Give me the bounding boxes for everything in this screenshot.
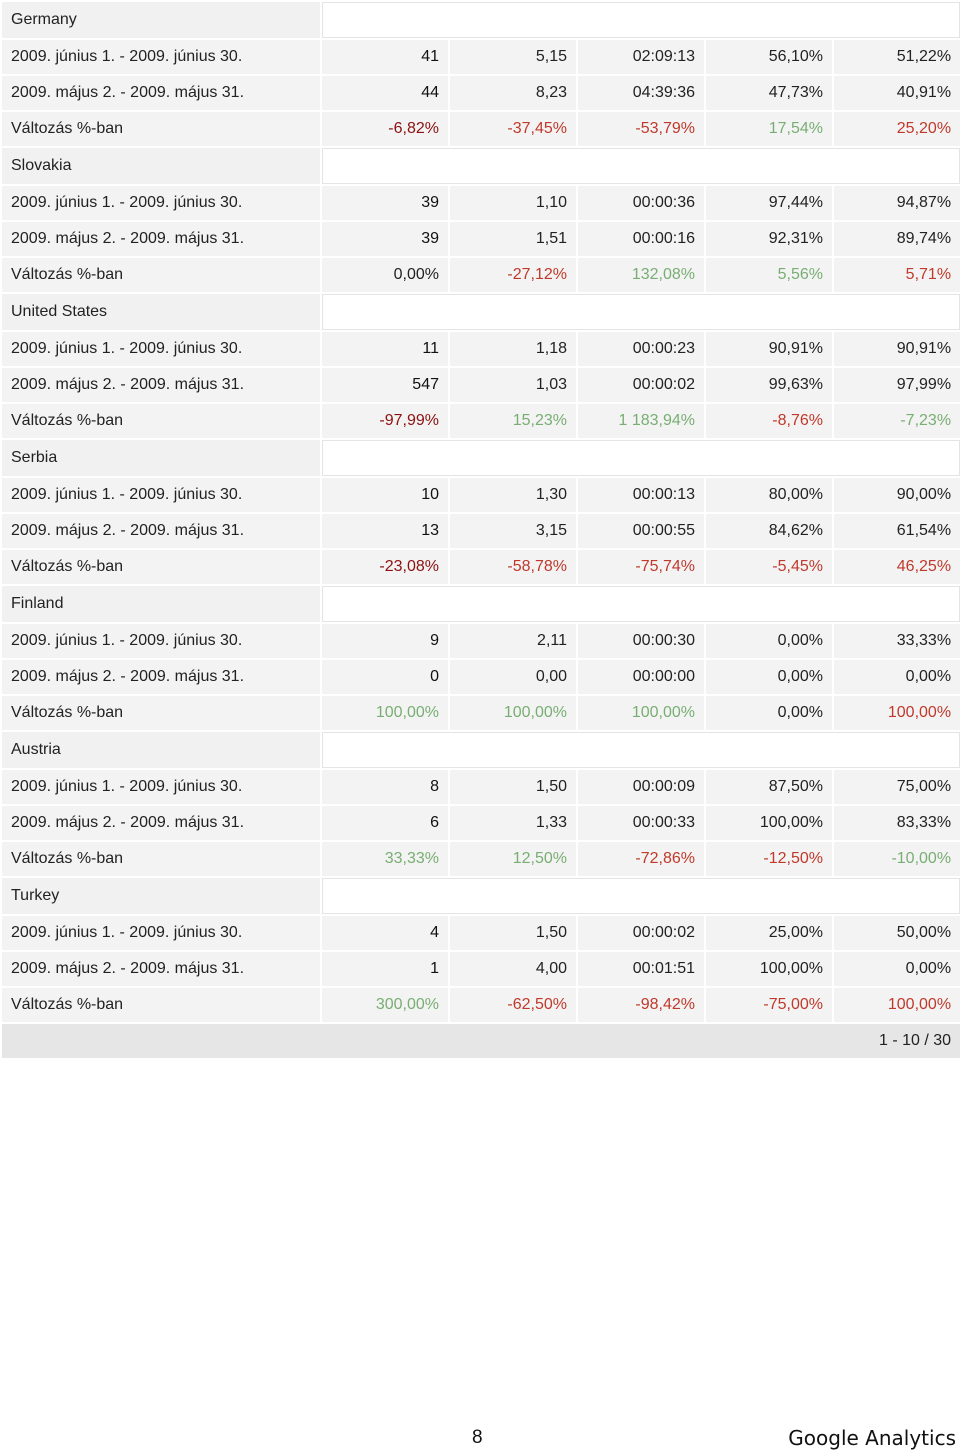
period-label: 2009. június 1. - 2009. június 30. (2, 770, 320, 804)
metric-cell: 92,31% (706, 222, 832, 256)
metric-cell: 75,00% (834, 770, 960, 804)
change-label: Változás %-ban (2, 842, 320, 876)
period-row (2, 186, 960, 220)
metric-cell: 1,30 (450, 478, 576, 512)
period-label: 2009. június 1. - 2009. június 30. (2, 40, 320, 74)
metric-cell: 39 (322, 222, 448, 256)
metric-cell: 00:00:30 (578, 624, 704, 658)
period-row (2, 624, 960, 658)
metric-cell: 84,62% (706, 514, 832, 548)
period-label: 2009. május 2. - 2009. május 31. (2, 222, 320, 256)
period-row (2, 332, 960, 366)
metric-cell: 13 (322, 514, 448, 548)
metric-cell: 00:00:09 (578, 770, 704, 804)
metric-cell: 1,33 (450, 806, 576, 840)
country-header-row (2, 878, 960, 914)
country-header-spacer (322, 440, 960, 476)
change-cell: -10,00% (834, 842, 960, 876)
metric-cell: 50,00% (834, 916, 960, 950)
metric-cell: 0,00% (706, 624, 832, 658)
metric-cell: 83,33% (834, 806, 960, 840)
metric-cell: 00:00:33 (578, 806, 704, 840)
country-header-row (2, 732, 960, 768)
country-name: Finland (2, 586, 320, 622)
change-row (2, 550, 960, 584)
metric-cell: 56,10% (706, 40, 832, 74)
change-cell: -58,78% (450, 550, 576, 584)
metric-cell: 00:00:23 (578, 332, 704, 366)
change-cell: 300,00% (322, 988, 448, 1022)
period-row (2, 514, 960, 548)
metric-cell: 00:00:02 (578, 368, 704, 402)
metric-cell: 0,00% (834, 660, 960, 694)
country-name: Serbia (2, 440, 320, 476)
change-cell: -7,23% (834, 404, 960, 438)
metric-cell: 10 (322, 478, 448, 512)
change-cell: 100,00% (322, 696, 448, 730)
metric-cell: 00:01:51 (578, 952, 704, 986)
metric-cell: 1,03 (450, 368, 576, 402)
metric-cell: 90,91% (706, 332, 832, 366)
metric-cell: 90,91% (834, 332, 960, 366)
period-label: 2009. május 2. - 2009. május 31. (2, 76, 320, 110)
metric-cell: 6 (322, 806, 448, 840)
period-label: 2009. május 2. - 2009. május 31. (2, 806, 320, 840)
pagination-label: 1 - 10 / 30 (2, 1024, 960, 1058)
metric-cell: 1 (322, 952, 448, 986)
period-label: 2009. május 2. - 2009. május 31. (2, 660, 320, 694)
change-cell: 0,00% (706, 696, 832, 730)
metric-cell: 89,74% (834, 222, 960, 256)
country-name: Germany (2, 2, 320, 38)
country-header-row (2, 148, 960, 184)
change-cell: -8,76% (706, 404, 832, 438)
change-cell: -37,45% (450, 112, 576, 146)
period-row (2, 478, 960, 512)
period-row (2, 40, 960, 74)
metric-cell: 00:00:16 (578, 222, 704, 256)
period-row (2, 916, 960, 950)
change-row (2, 112, 960, 146)
metric-cell: 61,54% (834, 514, 960, 548)
change-cell: 0,00% (322, 258, 448, 292)
period-row (2, 660, 960, 694)
metric-cell: 100,00% (706, 952, 832, 986)
country-header-spacer (322, 2, 960, 38)
metric-cell: 97,99% (834, 368, 960, 402)
metric-cell: 00:00:00 (578, 660, 704, 694)
change-cell: 5,56% (706, 258, 832, 292)
country-header-spacer (322, 732, 960, 768)
metric-cell: 00:00:13 (578, 478, 704, 512)
metric-cell: 0,00 (450, 660, 576, 694)
change-cell: 33,33% (322, 842, 448, 876)
brand-name: Google Analytics (788, 1426, 956, 1450)
metric-cell: 51,22% (834, 40, 960, 74)
change-cell: 12,50% (450, 842, 576, 876)
period-row (2, 806, 960, 840)
change-cell: 100,00% (578, 696, 704, 730)
period-row (2, 770, 960, 804)
change-cell: 25,20% (834, 112, 960, 146)
period-label: 2009. május 2. - 2009. május 31. (2, 368, 320, 402)
metric-cell: 5,15 (450, 40, 576, 74)
metric-cell: 80,00% (706, 478, 832, 512)
metric-cell: 02:09:13 (578, 40, 704, 74)
country-header-spacer (322, 294, 960, 330)
metric-cell: 33,33% (834, 624, 960, 658)
period-label: 2009. június 1. - 2009. június 30. (2, 916, 320, 950)
metric-cell: 4,00 (450, 952, 576, 986)
change-label: Változás %-ban (2, 258, 320, 292)
country-header-row (2, 440, 960, 476)
change-label: Változás %-ban (2, 550, 320, 584)
metric-cell: 40,91% (834, 76, 960, 110)
table-body (2, 2, 960, 1058)
change-cell: -53,79% (578, 112, 704, 146)
change-cell: 17,54% (706, 112, 832, 146)
country-header-spacer (322, 878, 960, 914)
change-label: Változás %-ban (2, 988, 320, 1022)
change-row (2, 258, 960, 292)
period-row (2, 76, 960, 110)
change-cell: -75,74% (578, 550, 704, 584)
period-label: 2009. május 2. - 2009. május 31. (2, 514, 320, 548)
change-cell: -75,00% (706, 988, 832, 1022)
change-cell: -23,08% (322, 550, 448, 584)
country-name: Slovakia (2, 148, 320, 184)
metric-cell: 00:00:02 (578, 916, 704, 950)
change-cell: -5,45% (706, 550, 832, 584)
country-header-row (2, 2, 960, 38)
metric-cell: 100,00% (706, 806, 832, 840)
metric-cell: 90,00% (834, 478, 960, 512)
metric-cell: 39 (322, 186, 448, 220)
change-label: Változás %-ban (2, 404, 320, 438)
metric-cell: 1,51 (450, 222, 576, 256)
change-cell: -6,82% (322, 112, 448, 146)
country-name: United States (2, 294, 320, 330)
metric-cell: 47,73% (706, 76, 832, 110)
change-cell: -27,12% (450, 258, 576, 292)
change-cell: -98,42% (578, 988, 704, 1022)
metric-cell: 0 (322, 660, 448, 694)
period-label: 2009. június 1. - 2009. június 30. (2, 186, 320, 220)
change-cell: -12,50% (706, 842, 832, 876)
metric-cell: 3,15 (450, 514, 576, 548)
metric-cell: 44 (322, 76, 448, 110)
change-cell: 100,00% (834, 696, 960, 730)
metric-cell: 1,50 (450, 916, 576, 950)
pagination-row (2, 1024, 960, 1058)
country-header-row (2, 586, 960, 622)
metric-cell: 00:00:36 (578, 186, 704, 220)
change-label: Változás %-ban (2, 112, 320, 146)
metric-cell: 2,11 (450, 624, 576, 658)
change-label: Változás %-ban (2, 696, 320, 730)
metric-cell: 1,18 (450, 332, 576, 366)
report-table-container (2, 2, 958, 1058)
change-row (2, 988, 960, 1022)
change-cell: 15,23% (450, 404, 576, 438)
period-label: 2009. június 1. - 2009. június 30. (2, 478, 320, 512)
country-header-spacer (322, 586, 960, 622)
metric-cell: 4 (322, 916, 448, 950)
metric-cell: 0,00% (834, 952, 960, 986)
metric-cell: 04:39:36 (578, 76, 704, 110)
metric-cell: 8,23 (450, 76, 576, 110)
metric-cell: 9 (322, 624, 448, 658)
change-cell: -62,50% (450, 988, 576, 1022)
change-cell: -72,86% (578, 842, 704, 876)
period-label: 2009. június 1. - 2009. június 30. (2, 624, 320, 658)
period-label: 2009. május 2. - 2009. május 31. (2, 952, 320, 986)
period-row (2, 222, 960, 256)
page-number: 8 (472, 1427, 483, 1448)
metric-cell: 97,44% (706, 186, 832, 220)
change-cell: 5,71% (834, 258, 960, 292)
change-row (2, 404, 960, 438)
metric-cell: 11 (322, 332, 448, 366)
change-cell: 132,08% (578, 258, 704, 292)
change-cell: 100,00% (834, 988, 960, 1022)
metric-cell: 0,00% (706, 660, 832, 694)
metric-cell: 94,87% (834, 186, 960, 220)
metric-cell: 99,63% (706, 368, 832, 402)
change-cell: 100,00% (450, 696, 576, 730)
change-cell: 46,25% (834, 550, 960, 584)
metric-cell: 547 (322, 368, 448, 402)
metric-cell: 1,50 (450, 770, 576, 804)
country-name: Austria (2, 732, 320, 768)
metric-cell: 1,10 (450, 186, 576, 220)
country-header-spacer (322, 148, 960, 184)
period-label: 2009. június 1. - 2009. június 30. (2, 332, 320, 366)
metric-cell: 41 (322, 40, 448, 74)
change-cell: 1 183,94% (578, 404, 704, 438)
change-cell: -97,99% (322, 404, 448, 438)
change-row (2, 696, 960, 730)
country-header-row (2, 294, 960, 330)
country-name: Turkey (2, 878, 320, 914)
metric-cell: 8 (322, 770, 448, 804)
change-row (2, 842, 960, 876)
period-row (2, 952, 960, 986)
metric-cell: 00:00:55 (578, 514, 704, 548)
metric-cell: 25,00% (706, 916, 832, 950)
metric-cell: 87,50% (706, 770, 832, 804)
period-row (2, 368, 960, 402)
